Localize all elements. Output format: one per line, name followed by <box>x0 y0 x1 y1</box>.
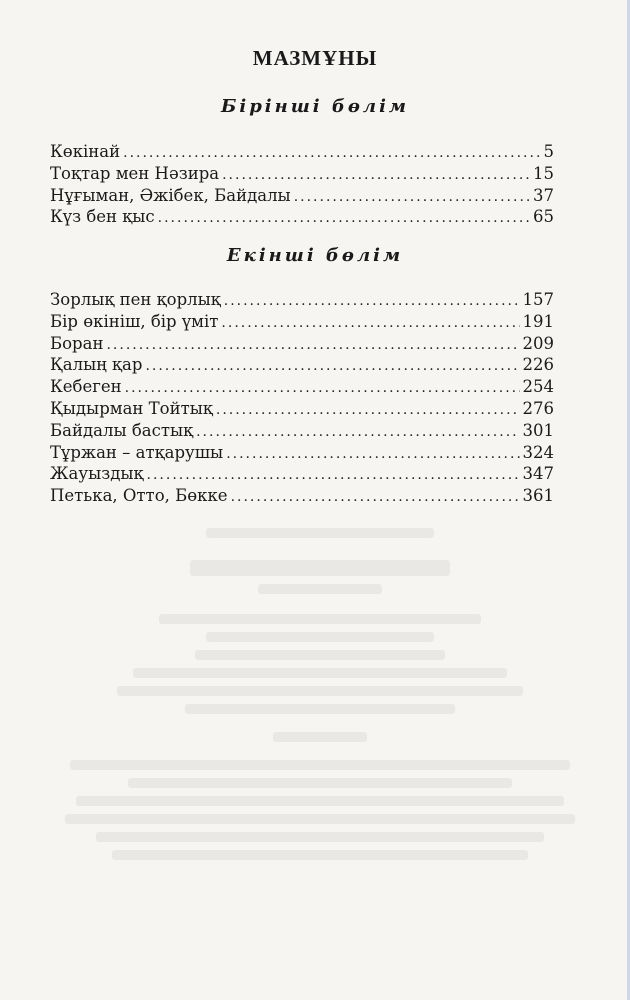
ghost-line <box>128 778 513 788</box>
ghost-line <box>117 686 523 696</box>
toc-entry-title: Көкінай <box>50 142 121 161</box>
toc-entry-title: Қалың қар <box>50 355 143 375</box>
toc-entry <box>50 421 554 443</box>
ghost-line <box>185 704 455 714</box>
dot-leader <box>216 402 520 418</box>
toc-entry <box>50 334 554 356</box>
ghost-line <box>76 796 565 806</box>
ghost-line <box>273 732 367 742</box>
dot-leader <box>222 167 530 183</box>
ghost-line <box>112 850 528 860</box>
toc-entry <box>50 186 554 208</box>
ghost-line <box>206 528 435 538</box>
toc-entry-title: Тоқтар мен Нәзира <box>50 163 220 183</box>
part-one-heading: Бірінші бөлім <box>220 96 410 117</box>
toc-entry <box>50 142 554 164</box>
ghost-line <box>70 760 569 770</box>
ghost-line <box>133 668 507 678</box>
toc-entry-title: Кебеген <box>50 377 122 397</box>
toc-entry <box>50 443 554 465</box>
toc-entry <box>50 355 554 377</box>
toc-entry-page: 37 <box>533 185 554 205</box>
toc-entry <box>50 377 554 399</box>
ghost-line <box>190 560 450 576</box>
ghost-line <box>258 584 383 594</box>
toc-entry-page: 209 <box>522 333 554 353</box>
dot-leader <box>221 315 519 331</box>
toc-entry-title: Күз бен қыс <box>50 207 155 227</box>
toc-entry-title: Жауыздық <box>50 464 144 484</box>
toc-entry-page: 191 <box>522 311 554 331</box>
toc-entry-page: 157 <box>522 290 554 309</box>
toc-entry-title: Нұғыман, Әжібек, Байдалы <box>50 185 291 205</box>
dot-leader <box>147 467 520 483</box>
toc-entry-title: Қыдырман Тойтық <box>50 398 213 418</box>
dot-leader <box>145 358 519 374</box>
ghost-line <box>195 650 445 660</box>
toc-entry <box>50 486 554 508</box>
toc-entry-page: 301 <box>522 420 554 440</box>
part-two-heading: Екінші бөлім <box>226 245 404 266</box>
dot-leader <box>158 210 530 226</box>
dot-leader <box>294 189 530 205</box>
toc-entry-page: 15 <box>533 163 554 183</box>
toc-entry-page: 361 <box>522 486 554 506</box>
toc-entry-page: 5 <box>543 142 554 161</box>
toc-entry-page: 65 <box>533 207 554 227</box>
dot-leader <box>226 446 519 462</box>
toc-entry <box>50 464 554 486</box>
page-title: МАЗМҰНЫ <box>252 46 378 70</box>
toc-part-one <box>50 142 554 229</box>
toc-entry-page: 347 <box>522 464 554 484</box>
toc-entry <box>50 207 554 229</box>
toc-entry-page: 226 <box>522 355 554 375</box>
toc-entry <box>50 290 554 312</box>
toc-entry-page: 276 <box>522 398 554 418</box>
toc-part-two <box>50 290 554 508</box>
dot-leader <box>231 489 520 505</box>
toc-entry-title: Бір өкініш, бір үміт <box>50 311 219 331</box>
toc-entry-title: Боран <box>50 333 104 353</box>
ghost-line <box>65 814 575 824</box>
toc-entry <box>50 399 554 421</box>
ghost-line <box>159 614 481 624</box>
dot-leader <box>125 380 520 396</box>
reverse-side-bleed-through <box>60 520 580 868</box>
dot-leader <box>123 145 540 161</box>
dot-leader <box>196 424 519 440</box>
toc-entry-title: Тұржан – атқарушы <box>50 442 224 462</box>
toc-entry-title: Петька, Отто, Бөкке <box>50 486 228 506</box>
dot-leader <box>106 337 519 353</box>
toc-entry-page: 324 <box>522 442 554 462</box>
dot-leader <box>224 293 520 309</box>
toc-entry-title: Зорлық пен қорлық <box>50 290 221 309</box>
toc-entry-page: 254 <box>522 377 554 397</box>
ghost-line <box>206 632 435 642</box>
toc-entry <box>50 312 554 334</box>
ghost-line <box>96 832 543 842</box>
toc-entry-title: Байдалы бастық <box>50 420 194 440</box>
toc-entry <box>50 164 554 186</box>
